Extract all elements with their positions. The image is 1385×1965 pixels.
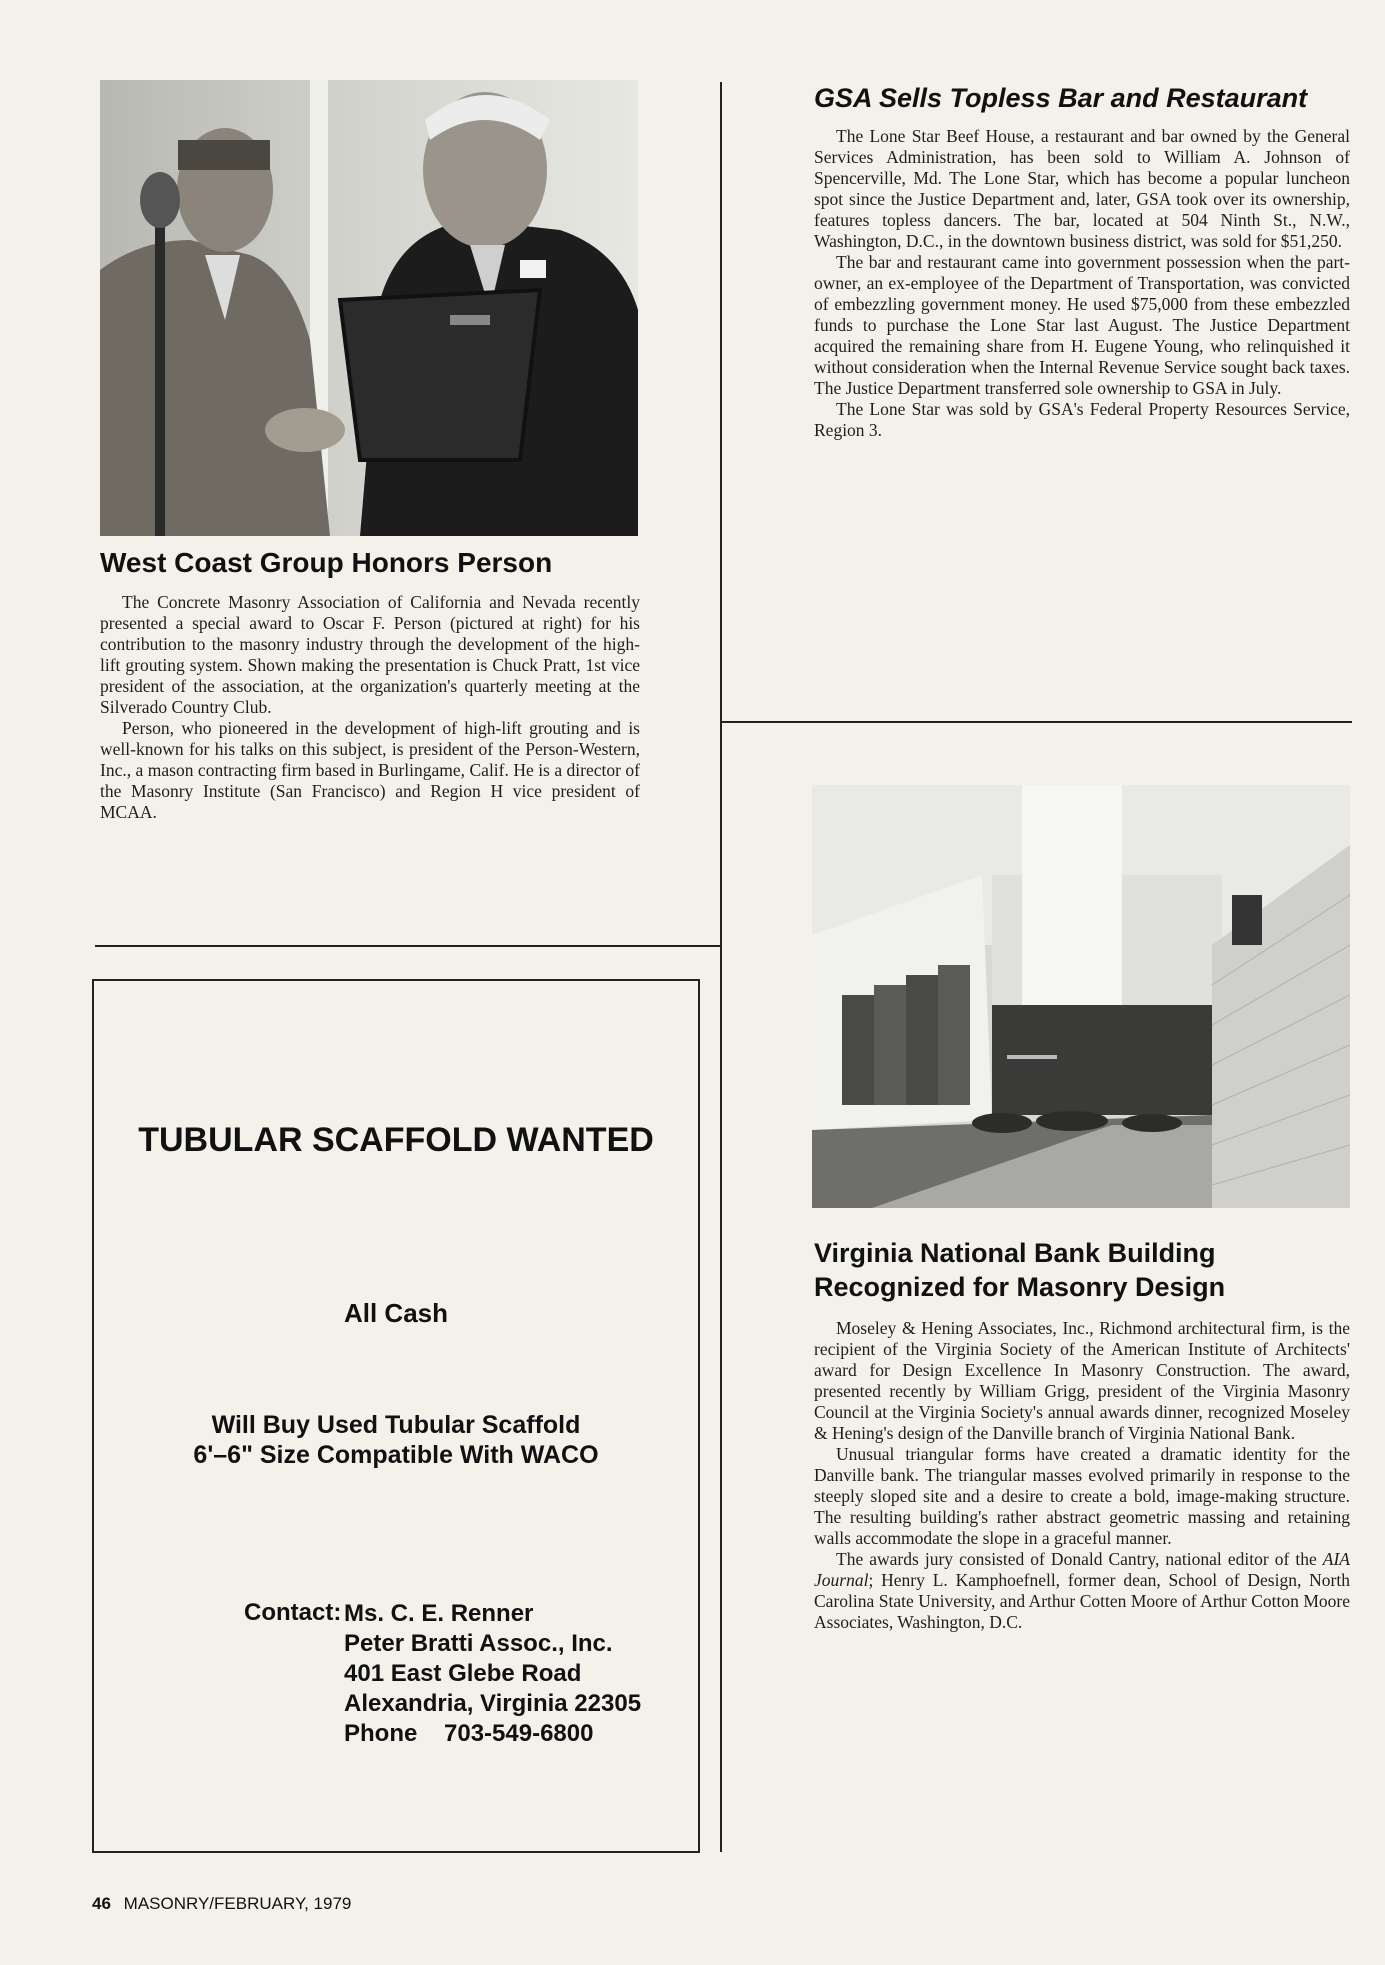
ad-subtitle: All Cash — [343, 1298, 449, 1328]
left-article-rule — [95, 945, 720, 947]
bottom-right-paragraph: Unusual triangular forms have created a dramatic identity for the Danville bank. The triangular masses evolved primarily in response to the steeply sloped site and a desire to create a bold, image-making structure. The resulting building's rather abstract geometric massing and retaining walls accommodate the slope in a graceful manner. — [814, 1444, 1350, 1548]
left-article-paragraph: Person, who pioneered in the development of high-lift grouting and is well-known for his talks on this subject, is president of the Person-Western, Inc., a mason contracting firm based in Burlingame, Calif. He is a director of the Masonry Institute (San Francisco) and Region H vice president of MCAA. — [100, 718, 640, 822]
award-presentation-photo — [100, 80, 638, 536]
bottom-right-headline — [814, 1236, 1354, 1304]
top-right-article-body — [814, 126, 1350, 441]
bottom-right-headline-line-1: Virginia National Bank Building — [814, 1238, 1216, 1268]
ad-offer-line-2: 6'–6" Size Compatible With WACO — [193, 1441, 599, 1469]
bottom-right-article-body — [814, 1318, 1350, 1633]
top-right-headline: GSA Sells Topless Bar and Restaurant — [814, 83, 1308, 113]
ad-contact-line: Peter Bratti Assoc., Inc. — [344, 1630, 613, 1657]
column-divider — [720, 82, 722, 1852]
ad-contact-block — [344, 1599, 641, 1749]
award-photo-drawing — [100, 80, 638, 536]
page-footer — [92, 1894, 351, 1914]
ad-phone-line — [344, 1719, 641, 1749]
bank-photo-drawing — [812, 785, 1350, 1208]
ad-title: TUBULAR SCAFFOLD WANTED — [138, 1121, 654, 1159]
page-number: 46 — [92, 1894, 111, 1913]
bottom-right-headline-line-2: Recognized for Masonry Design — [814, 1272, 1226, 1302]
aia-journal-title: AIA Journal — [814, 1549, 1350, 1590]
left-article-body — [100, 592, 640, 823]
ad-phone-number: 703-549-6800 — [444, 1720, 594, 1747]
classified-ad-box — [92, 979, 700, 1853]
bottom-right-paragraph: Moseley & Hening Associates, Inc., Richmond architectural firm, is the recipient of the Virginia Society of the American Institute of Architects' award for Design Excellence In Masonry Construction. The award, presented recently by William Grigg, president of the Virginia Masonry Council at the Virginia Society's annual awards dinner, recognized Moseley & Hening's design of the Danville branch of Virginia National Bank. — [814, 1318, 1350, 1443]
ad-contact-line: Ms. C. E. Renner — [344, 1600, 534, 1627]
left-article-headline: West Coast Group Honors Person — [100, 547, 553, 578]
ad-contact-label: Contact: — [244, 1599, 342, 1626]
bottom-right-p3-end: ; Henry L. Kamphoefnell, former dean, School of Design, North Carolina State University, and Arthur Cotten Moore of Arthur Cotton Moore Associates, Washington, D.C. — [814, 1570, 1350, 1632]
bottom-right-p3-start: The awards jury consisted of Donald Cantry, national editor of the — [836, 1549, 1323, 1569]
ad-offer-line-1: Will Buy Used Tubular Scaffold — [211, 1411, 581, 1439]
ad-contact-line: Alexandria, Virginia 22305 — [344, 1690, 642, 1717]
top-right-paragraph: The Lone Star Beef House, a restaurant and bar owned by the General Services Administration, has been sold to William A. Johnson of Spencerville, Md. The Lone Star, which has become a popular luncheon spot since the Justice Department and, later, GSA took over its ownership, features topless dancers. The bar, located at 504 Ninth St., N.W., Washington, D.C., in the downtown business district, was sold for $51,250. — [814, 126, 1350, 251]
publication-date: MASONRY/FEBRUARY, 1979 — [123, 1894, 352, 1913]
top-right-paragraph: The Lone Star was sold by GSA's Federal Property Resources Service, Region 3. — [814, 399, 1350, 440]
ad-contact-line: 401 East Glebe Road — [344, 1660, 582, 1687]
bottom-right-paragraph — [814, 1549, 1350, 1633]
right-article-rule — [722, 721, 1352, 723]
ad-phone-label: Phone — [344, 1720, 418, 1747]
top-right-paragraph: The bar and restaurant came into government possession when the part-owner, an ex-employee of the Department of Transportation, was convicted of embezzling government money. He used $75,000 from these embezzled funds to purchase the Lone Star last August. The Justice Department acquired the remaining share from H. Eugene Young, who relinquished it without consideration when the Internal Revenue Service sought back taxes. The Justice Department transferred sole ownership to GSA in July. — [814, 252, 1350, 398]
bank-building-photo — [812, 785, 1350, 1208]
left-article-paragraph: The Concrete Masonry Association of California and Nevada recently presented a special award to Oscar F. Person (pictured at right) for his contribution to the masonry industry through the development of the high-lift grouting system. Shown making the presentation is Chuck Pratt, 1st vice president of the association, at the organization's quarterly meeting at the Silverado Country Club. — [100, 592, 640, 717]
